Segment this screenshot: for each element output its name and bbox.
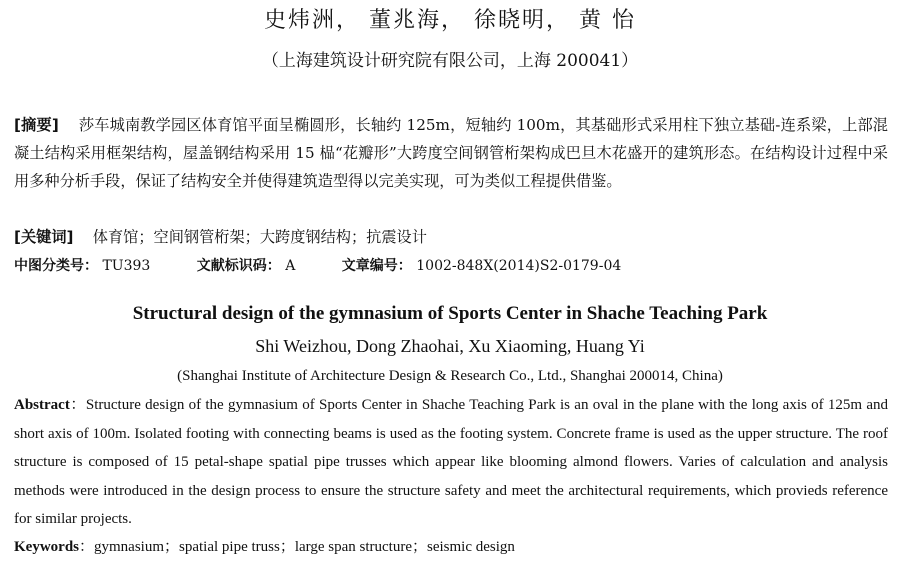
chinese-abstract-text: 莎车城南教学园区体育馆平面呈椭圆形，长轴约 125m，短轴约 100m，其基础形式采用柱下独立基础-连系梁，上部混凝土结构采用框架结构，屋盖钢结构采用 15 榀“花瓣形”大跨度空间钢管桁架构成巴旦木花盛开的建筑形态。在结构设计过程中采用多种分析手段，保证了结构安全并使得建筑造型得以完美实现，可为类似工程提供借鉴。: [14, 116, 888, 190]
english-title: Structural design of the gymnasium of Sports Center in Shache Teaching Park: [132, 303, 768, 324]
chinese-keywords-label: [关键词]: [14, 228, 74, 246]
english-abstract: [14, 391, 888, 534]
clc-label: 中图分类号：: [14, 258, 98, 274]
chinese-authors: 史炜洲， 董兆海， 徐晓明， 黄 怡: [264, 8, 636, 33]
english-keywords: [14, 533, 888, 562]
article-number-value: 1002-848X(2014)S2-0179-04: [416, 258, 622, 274]
english-abstract-text: ：Structure design of the gymnasium of Sports Center in Shache Teaching Park is an oval in the plane with the long axis of 125m and short axis of 100m. Isolated footing with connecting beams is used as the footing system. Concrete frame is used as the upper structure. The roof structure is composed of 15 petal-shape spatial pipe trusses which appear like blooming almond flowers. Varies of calculation and analysis methods were introduced in the design process to ensure the structure safety and meet the architectural requirements, which provieds reference for similar projects.: [14, 397, 888, 527]
classification-line: [14, 252, 888, 280]
document-code-value: A: [285, 258, 296, 274]
chinese-abstract: [14, 111, 888, 195]
article-number-label: 文章编号：: [341, 258, 412, 274]
chinese-affiliation: （上海建筑设计研究院有限公司，上海 200041）: [261, 51, 639, 71]
english-abstract-label: Abstract: [14, 397, 70, 413]
english-keywords-label: Keywords: [14, 539, 79, 555]
chinese-abstract-label: [摘要]: [14, 116, 59, 134]
document-code-label: 文献标识码：: [196, 258, 281, 274]
english-keywords-text: ：gymnasium；spatial pipe truss；large span structure；seismic design: [79, 539, 515, 555]
english-affiliation: (Shanghai Institute of Architecture Design & Research Co., Ltd., Shanghai 200014, China): [177, 368, 723, 384]
english-authors: Shi Weizhou, Dong Zhaohai, Xu Xiaoming, Huang Yi: [255, 336, 645, 356]
clc-value: TU393: [102, 258, 151, 274]
chinese-keywords-text: 体育馆；空间钢管桁架；大跨度钢结构；抗震设计: [92, 228, 427, 246]
chinese-keywords: [14, 223, 888, 251]
